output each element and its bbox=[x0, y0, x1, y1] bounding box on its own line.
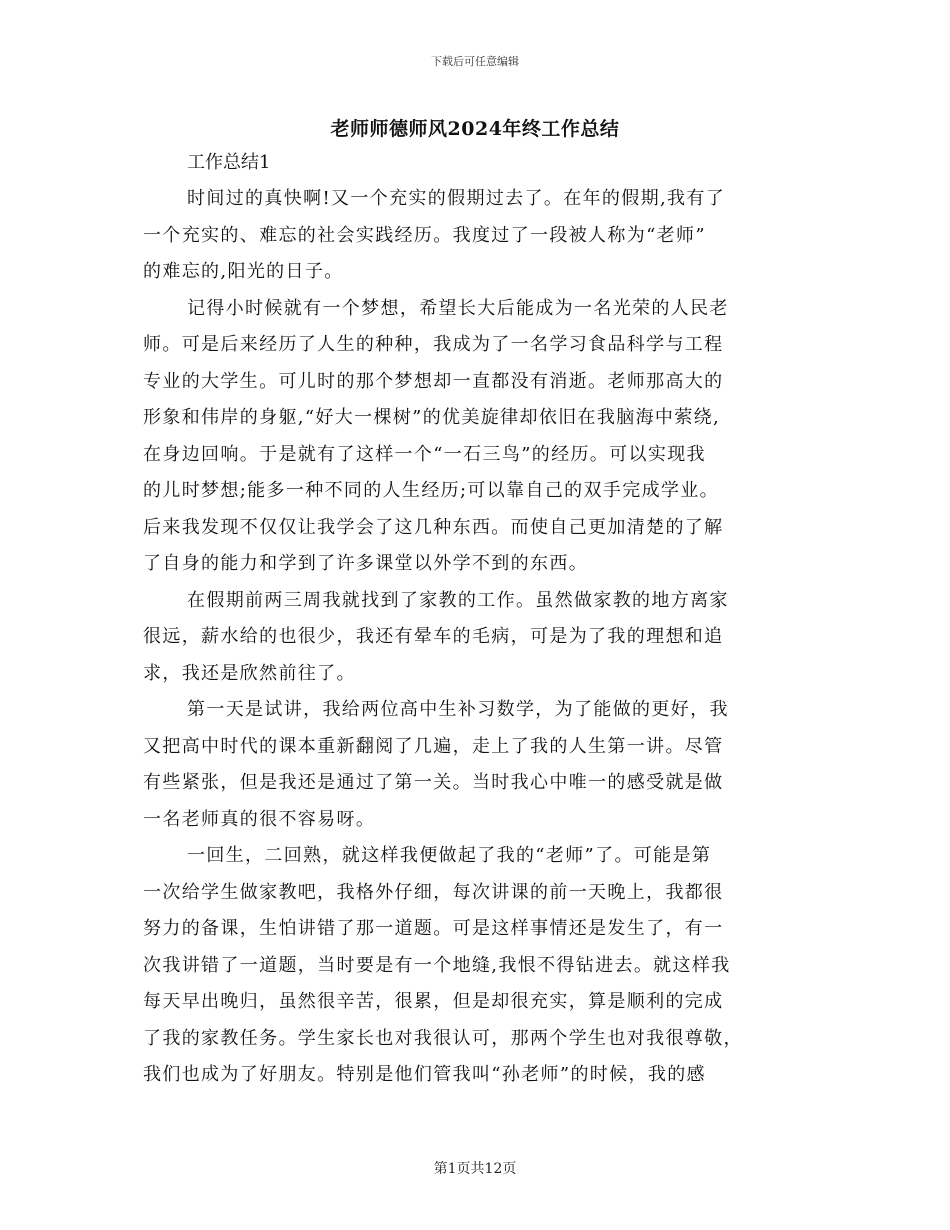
text-line: 在身边回响。于是就有了这样一个“一石三鸟”的经历。可以实现我 bbox=[143, 443, 706, 465]
text-line: 专业的大学生。可儿时的那个梦想却一直都没有消逝。老师那高大的 bbox=[143, 370, 724, 392]
text-line: 每天早出晚归，虽然很辛苦，很累，但是却很充实，算是顺利的完成 bbox=[143, 991, 724, 1012]
text-line: 形象和伟岸的身躯,“好大一棵树”的优美旋律却依旧在我脑海中萦绕, bbox=[143, 407, 721, 428]
text-line: 一次给学生做家教吧，我格外仔细，每次讲课的前一天晚上，我都很 bbox=[143, 881, 724, 903]
text-line: 努力的备课，生怕讲错了那一道题。可是这样事情还是发生了，有一 bbox=[143, 918, 724, 939]
text-line: 一名老师真的很不容易呀。 bbox=[143, 808, 376, 830]
text-line: 次我讲错了一道题，当时要是有一个地缝,我恨不得钻进去。就这样我 bbox=[143, 954, 731, 976]
text-line: 有些紧张，但是我还是通过了第一关。当时我心中唯一的感受就是做 bbox=[143, 772, 724, 793]
text-line: 第一天是试讲，我给两位高中生补习数学，为了能做的更好，我 bbox=[187, 699, 729, 720]
page-number-footer: 第1页共12页 bbox=[433, 1161, 517, 1177]
text-line: 时间过的真快啊!又一个充实的假期过去了。在年的假期,我有了 bbox=[187, 188, 726, 209]
text-line: 记得小时候就有一个梦想，希望长大后能成为一名光荣的人民老 bbox=[187, 297, 729, 319]
text-line: 了自身的能力和学到了许多课堂以外学不到的东西。 bbox=[143, 553, 589, 574]
text-line: 很远，薪水给的也很少，我还有晕车的毛病，可是为了我的理想和追 bbox=[143, 626, 724, 647]
text-line: 一个充实的、难忘的社会实践经历。我度过了一段被人称为“老师” bbox=[143, 224, 706, 246]
text-line: 求，我还是欣然前往了。 bbox=[143, 662, 356, 684]
text-line: 的难忘的,阳光的日子。 bbox=[143, 261, 344, 282]
text-line: 师。可是后来经历了人生的种种，我成为了一名学习食品科学与工程 bbox=[143, 334, 724, 355]
text-line: 在假期前两三周我就找到了家教的工作。虽然做家教的地方离家 bbox=[187, 589, 729, 611]
text-line: 了我的家教任务。学生家长也对我很认可，那两个学生也对我很尊敬， bbox=[143, 1027, 743, 1049]
page-header-note: 下载后可任意编辑 bbox=[431, 55, 519, 68]
document-title: 老师师德师风2024年终工作总结 bbox=[330, 118, 620, 140]
document-body bbox=[143, 184, 813, 1097]
text-line: 一回生，二回熟，就这样我便做起了我的“老师”了。可能是第 bbox=[187, 845, 712, 866]
text-line: 的儿时梦想;能多一种不同的人生经历;可以靠自己的双手完成学业。 bbox=[143, 480, 719, 501]
text-line: 又把高中时代的课本重新翻阅了几遍，走上了我的人生第一讲。尽管 bbox=[143, 735, 724, 757]
text-line: 后来我发现不仅仅让我学会了这几种东西。而使自己更加清楚的了解 bbox=[143, 516, 724, 538]
text-line: 我们也成为了好朋友。特别是他们管我叫“孙老师”的时候，我的感 bbox=[143, 1064, 706, 1085]
section-heading: 工作总结1 bbox=[187, 152, 271, 173]
